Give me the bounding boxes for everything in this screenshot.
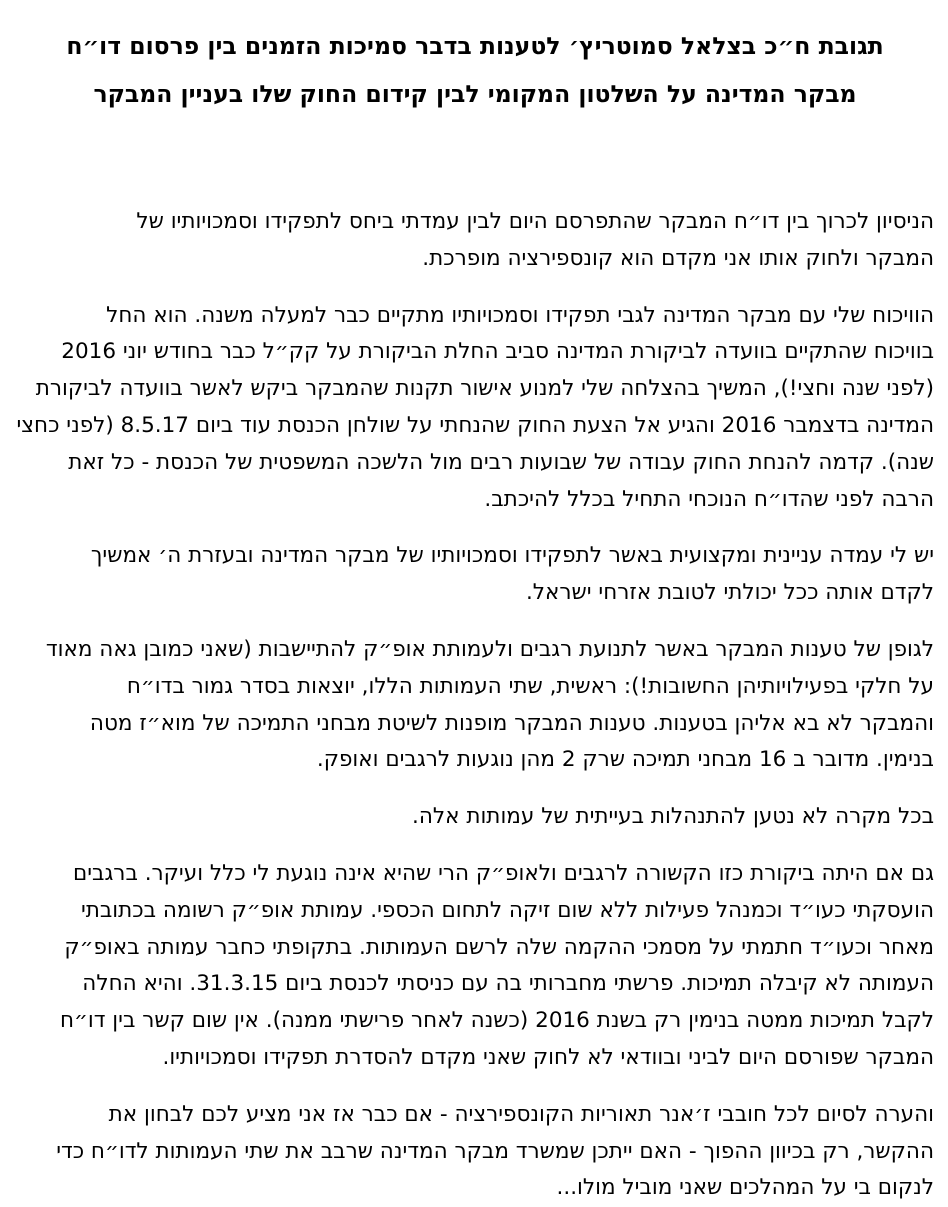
text-line: בוויכוח שהתקיים בוועדה לביקורת המדינה סביב החלת הביקורת על קק״ל כבר בחודש יוני 2016 xyxy=(61,339,934,365)
paragraph-associations xyxy=(16,632,934,779)
text-line: הועסקתי כעו״ד וכמנהל פעילות ללא שום זיקה לתחום הכספי. עמותת אופ״ק רשומה בכתובתי xyxy=(80,897,934,923)
text-line: (לפני שנה וחצי!), המשיך בהצלחה שלי למנוע אישור תקנות שהמבקר ביקש לאשר בוועדה לביקורת xyxy=(35,376,934,402)
text-line: העמותה לא קיבלה תמיכות. פרשתי מחברותי בה עם כניסתי לכנסת ביום 31.3.15. והיא החלה xyxy=(82,971,934,997)
text-line: בכל מקרה לא נטען להתנהלות בעייתית של עמותות אלה. xyxy=(412,804,934,830)
text-line: לקבל תמיכות ממטה בנימין רק בשנת 2016 (כשנה לאחר פרישתי ממנה). אין שום קשר בין דו״ח xyxy=(59,1008,934,1034)
text-line: בנימין. מדובר ב 16 מבחני תמיכה שרק 2 מהן נוגעות לרגבים ואופק. xyxy=(316,747,934,773)
text-line: המבקר ולחוק אותו אני מקדם הוא קונספירציה מופרכת. xyxy=(422,245,934,271)
paragraph-conspiracy-claim xyxy=(16,204,934,278)
paragraph-timeline xyxy=(16,298,934,519)
paragraph-closing-remark xyxy=(16,1097,934,1207)
statement-title xyxy=(16,22,934,118)
text-line: והמבקר לא בא אליהן בטענות. טענות המבקר מופנות לשיטת מבחני התמיכה של מוא״ז מטה xyxy=(89,710,934,736)
statement-body xyxy=(16,204,934,1207)
title-line: מבקר המדינה על השלטון המקומי לבין קידום החוק שלו בעניין המבקר xyxy=(93,80,857,108)
text-line: לנקום בי על המהלכים שאני מוביל מולו... xyxy=(556,1175,934,1201)
text-line: הניסיון לכרוך בין דו״ח המבקר שהתפרסם היום לבין עמדתי ביחס לתפקידו וסמכויותיו של xyxy=(136,209,934,234)
text-line: והערה לסיום לכל חובבי ז׳אנר תאוריות הקונספירציה - אם כבר אז אני מציע לכם לבחון את xyxy=(108,1101,934,1127)
paragraph-position xyxy=(16,538,934,612)
text-line: גם אם היתה ביקורת כזו הקשורה לרגבים ולאופ״ק הרי שהיא אינה נוגעת לי כלל ועיקר. ברגבים xyxy=(72,860,934,886)
text-line: ההקשר, רק בכיוון ההפוך - האם ייתכן שמשרד מבקר המדינה שרבב את שתי העמותות לדו״ח כדי xyxy=(56,1138,934,1164)
title-line: תגובת ח״כ בצלאל סמוטריץ׳ לטענות בדבר סמיכות הזמנים בין פרסום דו״ח xyxy=(66,32,884,60)
text-line: יש לי עמדה עניינית ומקצועית באשר לתפקידו וסמכויותיו של מבקר המדינה ובעזרת ה׳ אמשיך xyxy=(90,543,934,569)
text-line: שנה). קדמה להנחת החוק עבודה של שבועות רבים מול הלשכה המשפטית של הכנסת - כל זאת xyxy=(68,449,934,475)
text-line: המבקר שפורסם היום לביני ובוודאי לא לחוק שאני מקדם להסדרת תפקידו וסמכויותיו. xyxy=(162,1044,934,1070)
text-line: הרבה לפני שהדו״ח הנוכחי התחיל בכלל להיכתב. xyxy=(484,486,934,512)
text-line: לגופן של טענות המבקר באשר לתנועת רגבים ולעמותת אופ״ק להתיישבות (שאני כמובן גאה מאוד xyxy=(45,636,934,662)
text-line: הוויכוח שלי עם מבקר המדינה לגבי תפקידו וסמכויותיו מתקיים כבר למעלה משנה. הוא החל xyxy=(106,302,934,328)
text-line: המדינה בדצמבר 2016 והגיע אל הצעת החוק שהנחתי על שולחן הכנסת עוד ביום 8.5.17 (לפני כחצי xyxy=(16,412,934,438)
text-line: לקדם אותה ככל יכולתי לטובת אזרחי ישראל. xyxy=(525,580,934,606)
text-line: על חלקי בפעילויותיהן החשובות!): ראשית, שתי העמותות הללו, יוצאות בסדר גמור בדו״ח xyxy=(126,673,934,699)
paragraph-personal-involvement xyxy=(16,856,934,1077)
text-line: מאחר וכעו״ד חתמתי על מסמכי ההקמה שלה לרשם העמותות. בתקופתי כחבר עמותה באופ״ק xyxy=(64,934,934,960)
paragraph-no-claims xyxy=(16,799,934,836)
